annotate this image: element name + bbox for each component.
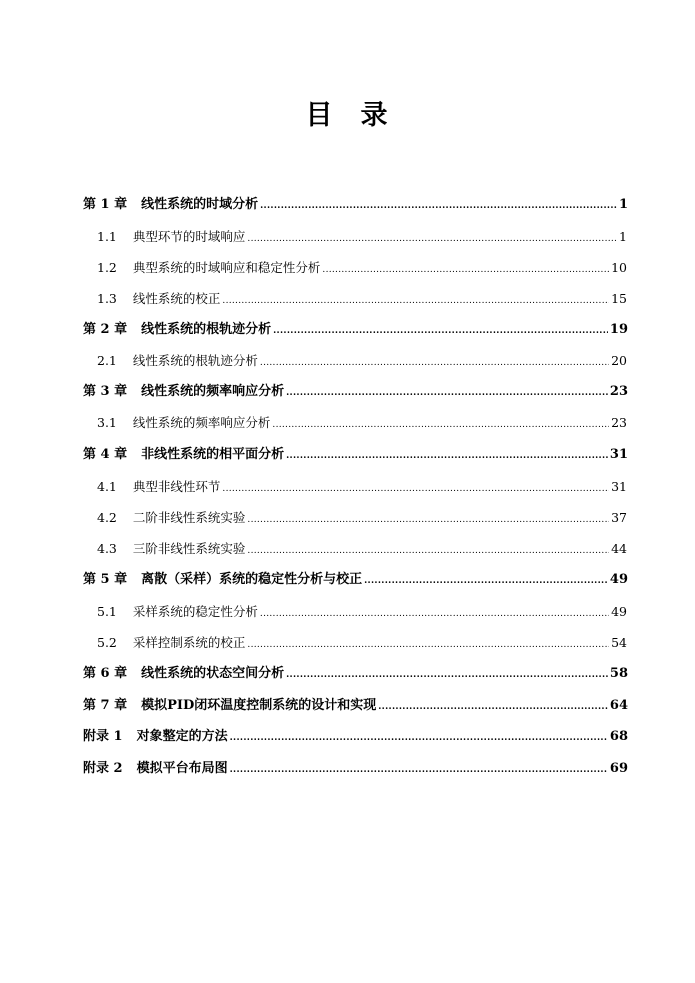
toc-entry-title: 线性系统的根轨迹分析 bbox=[141, 322, 272, 337]
toc-entry[interactable] bbox=[83, 569, 628, 591]
toc-entry-title: 采样控制系统的校正 bbox=[132, 635, 246, 650]
dot-leader bbox=[230, 726, 608, 749]
toc-entry[interactable] bbox=[97, 601, 627, 623]
toc-entry-page: 23 bbox=[611, 415, 627, 430]
toc-entry-number: 附录 2 bbox=[83, 761, 123, 776]
toc-entry[interactable] bbox=[83, 663, 628, 685]
toc-entry-title: 线性系统的时域分析 bbox=[141, 197, 259, 212]
dot-leader bbox=[222, 476, 609, 500]
toc-entry-number: 3.1 bbox=[97, 415, 117, 430]
dot-leader bbox=[230, 758, 608, 781]
toc-entry-title: 采样系统的稳定性分析 bbox=[132, 604, 258, 619]
toc-entry-title: 典型系统的时域响应和稳定性分析 bbox=[132, 260, 321, 275]
toc-entry-number: 4.3 bbox=[97, 541, 117, 556]
toc-entry[interactable] bbox=[83, 726, 628, 748]
toc-entry-page: 68 bbox=[609, 729, 628, 744]
dot-leader bbox=[364, 569, 608, 592]
toc-entry[interactable] bbox=[83, 695, 628, 717]
toc-entry-page: 20 bbox=[611, 353, 627, 368]
toc-entry[interactable] bbox=[83, 194, 628, 216]
dot-leader bbox=[247, 226, 617, 250]
toc-entry-number: 5.2 bbox=[97, 635, 117, 650]
toc-entry-title: 线性系统的校正 bbox=[132, 291, 221, 306]
toc-entry-number: 第 6 章 bbox=[83, 666, 128, 681]
title-char-2: 录 bbox=[360, 100, 390, 131]
dot-leader bbox=[260, 601, 609, 625]
dot-leader bbox=[247, 538, 609, 562]
toc-entry-title: 线性系统的频率响应分析 bbox=[132, 415, 271, 430]
dot-leader bbox=[286, 444, 608, 467]
toc-entry-page: 15 bbox=[611, 291, 627, 306]
page-title bbox=[0, 96, 695, 136]
toc-entry-page: 19 bbox=[609, 322, 628, 337]
dot-leader bbox=[247, 507, 609, 531]
toc-entry[interactable] bbox=[97, 412, 627, 434]
toc-entry[interactable] bbox=[97, 476, 627, 498]
dot-leader bbox=[286, 381, 608, 404]
toc-entry-number: 4.1 bbox=[97, 479, 117, 494]
dot-leader bbox=[378, 695, 608, 718]
toc-entry-title: 非线性系统的相平面分析 bbox=[141, 447, 285, 462]
dot-leader bbox=[247, 632, 609, 656]
toc-entry-page: 49 bbox=[609, 572, 628, 587]
toc-entry-page: 64 bbox=[609, 698, 628, 713]
toc-entry-title: 典型非线性环节 bbox=[132, 479, 221, 494]
toc-entry-title: 线性系统的频率响应分析 bbox=[141, 384, 285, 399]
toc-entry-number: 5.1 bbox=[97, 604, 117, 619]
toc-entry-page: 31 bbox=[609, 447, 628, 462]
toc-entry[interactable] bbox=[83, 758, 628, 780]
toc-entry-number: 附录 1 bbox=[83, 729, 123, 744]
toc-entry-page: 23 bbox=[609, 384, 628, 399]
toc-entry[interactable] bbox=[97, 257, 627, 279]
dot-leader bbox=[260, 350, 609, 374]
toc-entry-number: 1.3 bbox=[97, 291, 117, 306]
toc-entry-title: 对象整定的方法 bbox=[136, 729, 228, 744]
toc-entry-page: 49 bbox=[611, 604, 627, 619]
toc-entry-page: 69 bbox=[609, 761, 628, 776]
toc-entry-number: 第 5 章 bbox=[83, 572, 128, 587]
dot-leader bbox=[260, 194, 617, 217]
toc-entry-number: 第 4 章 bbox=[83, 447, 128, 462]
toc-entry-number: 1.2 bbox=[97, 260, 117, 275]
toc-entry-page: 37 bbox=[611, 510, 627, 525]
toc-entry-page: 54 bbox=[611, 635, 627, 650]
toc-entry-number: 第 7 章 bbox=[83, 698, 128, 713]
toc-entry-title: 二阶非线性系统实验 bbox=[132, 510, 246, 525]
toc-entry-title: 离散（采样）系统的稳定性分析与校正 bbox=[141, 572, 363, 587]
toc-entry[interactable] bbox=[97, 350, 627, 372]
toc-entry-title: 模拟PID闭环温度控制系统的设计和实现 bbox=[141, 698, 377, 713]
toc-entry[interactable] bbox=[97, 226, 627, 248]
dot-leader bbox=[322, 257, 609, 281]
toc-entry[interactable] bbox=[83, 319, 628, 341]
toc-entry-title: 模拟平台布局图 bbox=[136, 761, 228, 776]
toc-entry[interactable] bbox=[83, 444, 628, 466]
dot-leader bbox=[273, 319, 608, 342]
toc-entry-title: 线性系统的状态空间分析 bbox=[141, 666, 285, 681]
toc-entry-number: 第 1 章 bbox=[83, 197, 128, 212]
toc-entry-page: 1 bbox=[619, 229, 627, 244]
toc-entry-number: 1.1 bbox=[97, 229, 117, 244]
toc-entry-number: 2.1 bbox=[97, 353, 117, 368]
toc-entry[interactable] bbox=[97, 538, 627, 560]
dot-leader bbox=[272, 412, 609, 436]
toc-entry-title: 典型环节的时域响应 bbox=[132, 229, 246, 244]
toc-entry-number: 4.2 bbox=[97, 510, 117, 525]
toc-entry-page: 58 bbox=[609, 666, 628, 681]
toc-entry-title: 三阶非线性系统实验 bbox=[132, 541, 246, 556]
toc-entry-page: 31 bbox=[611, 479, 627, 494]
toc-entry-page: 1 bbox=[618, 197, 628, 212]
toc-entry[interactable] bbox=[97, 507, 627, 529]
toc-entry-page: 10 bbox=[611, 260, 627, 275]
toc-entry-number: 第 3 章 bbox=[83, 384, 128, 399]
toc-entry-title: 线性系统的根轨迹分析 bbox=[132, 353, 258, 368]
toc-entry-page: 44 bbox=[611, 541, 627, 556]
toc-entry[interactable] bbox=[97, 288, 627, 310]
toc-entry[interactable] bbox=[97, 632, 627, 654]
toc-entry[interactable] bbox=[83, 381, 628, 403]
toc-entry-number: 第 2 章 bbox=[83, 322, 128, 337]
dot-leader bbox=[286, 663, 608, 686]
dot-leader bbox=[222, 288, 609, 312]
title-char-1: 目 bbox=[305, 100, 335, 131]
